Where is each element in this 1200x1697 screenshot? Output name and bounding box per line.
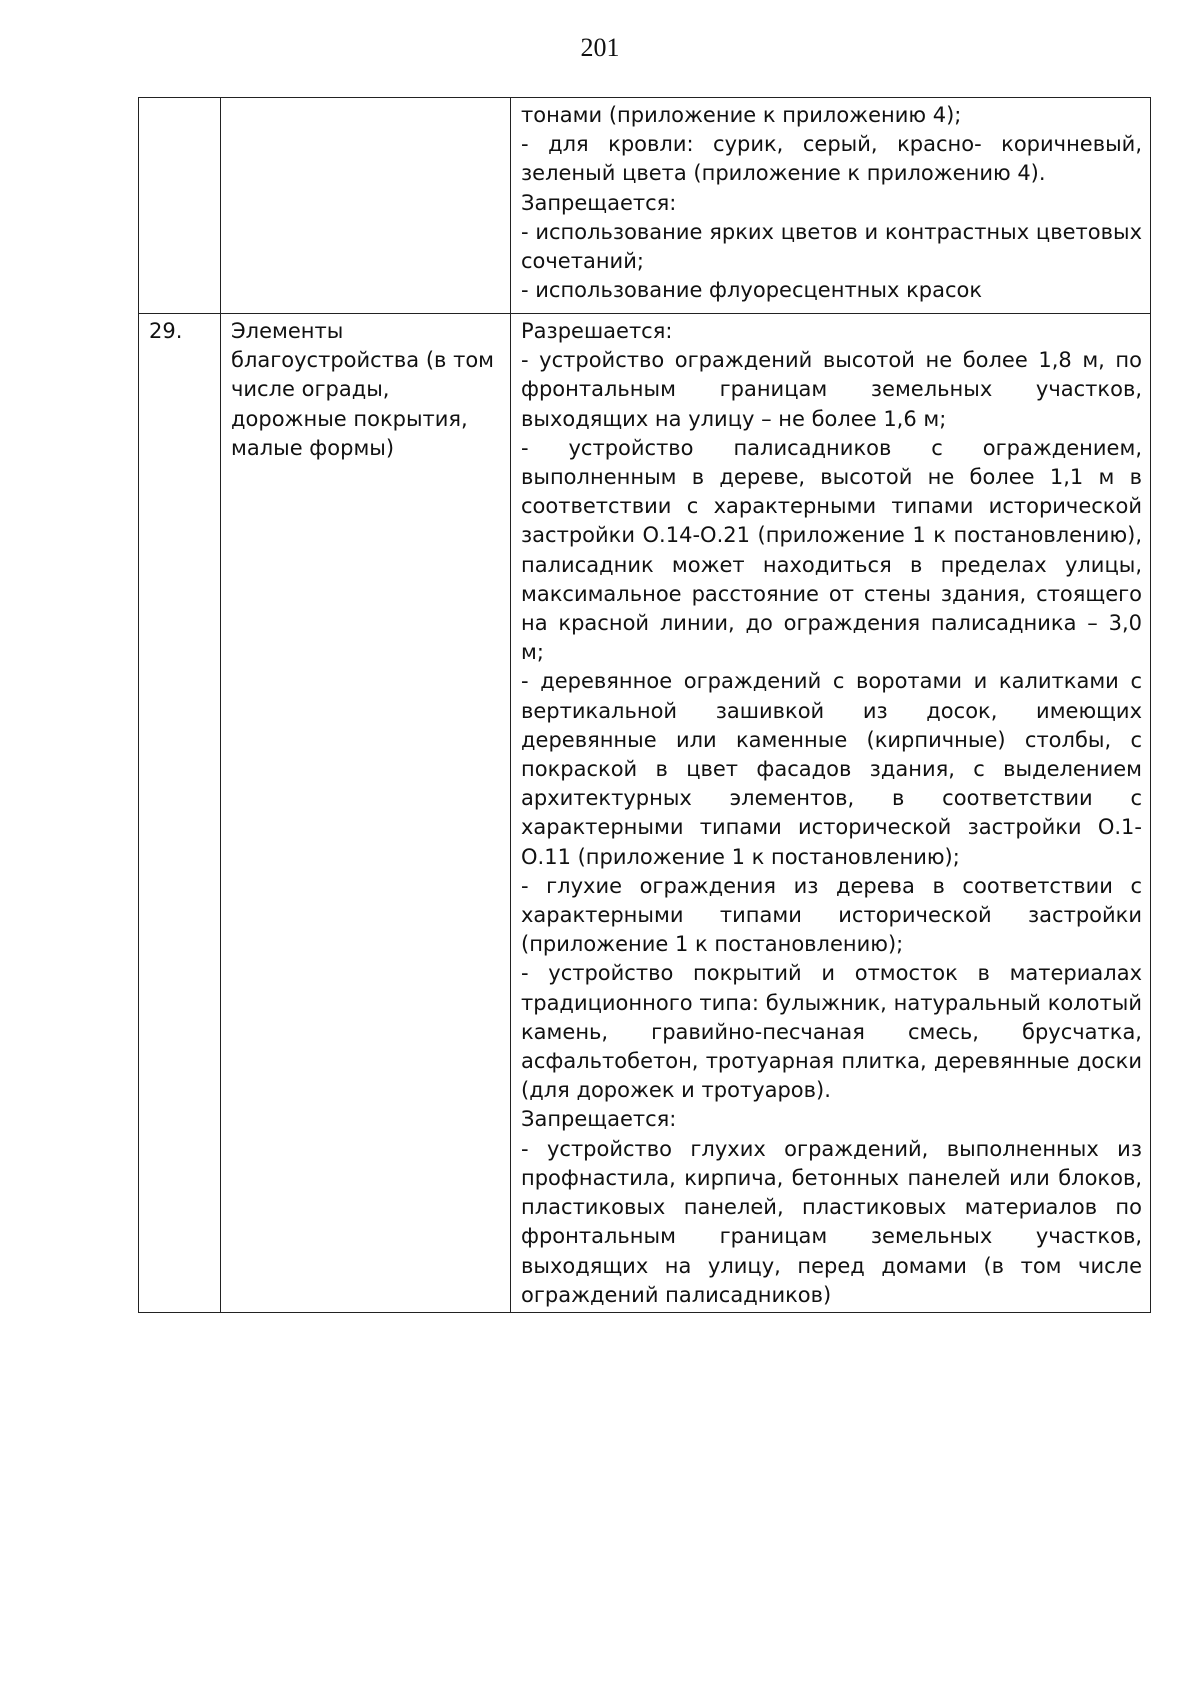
- element-cell: Элементы благоустройства (в том числе ограды, дорожные покрытия, малые формы): [221, 314, 511, 1313]
- requirement-line: - устройство палисадников с ограждением, выполненным в дереве, высотой не более 1,1 м в соответствии с характерными типами исторической застройки О.14-О.21 (приложение 1 к постановлению), палисадник может находиться в пределах улицы, максимальное расстояние от стены здания, стоящего на красной линии, до ограждения палисадника – 3,0 м;: [521, 435, 1142, 665]
- requirement-heading: Запрещается:: [521, 190, 677, 215]
- requirement-line: - устройство ограждений высотой не более 1,8 м, по фронтальным границам земельных участков, выходящих на улицу – не более 1,6 м;: [521, 348, 1142, 431]
- requirement-line: - устройство покрытий и отмосток в материалах традиционного типа: булыжник, натуральный колотый камень, гравийно-песчаная смесь, брусчатка, асфальтобетон, тротуарная плитка, деревянные доски (для дорожек и тротуаров).: [521, 961, 1142, 1103]
- regulations-table: [138, 97, 1151, 1313]
- requirement-line: - устройство глухих ограждений, выполненных из профнастила, кирпича, бетонных панелей или блоков, пластиковых панелей, пластиковых материалов по фронтальным границам земельных участков, выходящих на улицу, перед домами (в том числе ограждений палисадников): [521, 1136, 1142, 1307]
- row-number-cell: [139, 98, 221, 314]
- requirement-line: - для кровли: сурик, серый, красно- коричневый, зеленый цвета (приложение к приложению 4).: [521, 132, 1142, 186]
- requirement-line: - глухие ограждения из дерева в соответствии с характерными типами исторической застройки (приложение 1 к постановлению);: [521, 873, 1142, 957]
- table-row: [139, 314, 1151, 1313]
- table-row: [139, 98, 1151, 314]
- requirement-heading: Разрешается:: [521, 319, 673, 343]
- row-number-cell: 29.: [139, 314, 221, 1313]
- requirement-line: - деревянное ограждений с воротами и калитками с вертикальной зашивкой из досок, имеющих деревянные или каменные (кирпичные) столбы, с покраской в цвет фасадов здания, с выделением архитектурных элементов, в соответствии с характерными типами исторической застройки О.1-О.11 (приложение 1 к постановлению);: [521, 669, 1142, 869]
- requirement-line: - использование флуоресцентных красок: [521, 278, 983, 303]
- requirement-line: тонами (приложение к приложению 4);: [521, 103, 962, 127]
- requirements-cell: [511, 314, 1151, 1313]
- requirements-cell: [511, 98, 1151, 314]
- requirement-heading: Запрещается:: [521, 1107, 677, 1132]
- element-cell: [221, 98, 511, 314]
- requirement-line: - использование ярких цветов и контрастных цветовых сочетаний;: [521, 219, 1142, 274]
- page-number: 201: [580, 33, 620, 62]
